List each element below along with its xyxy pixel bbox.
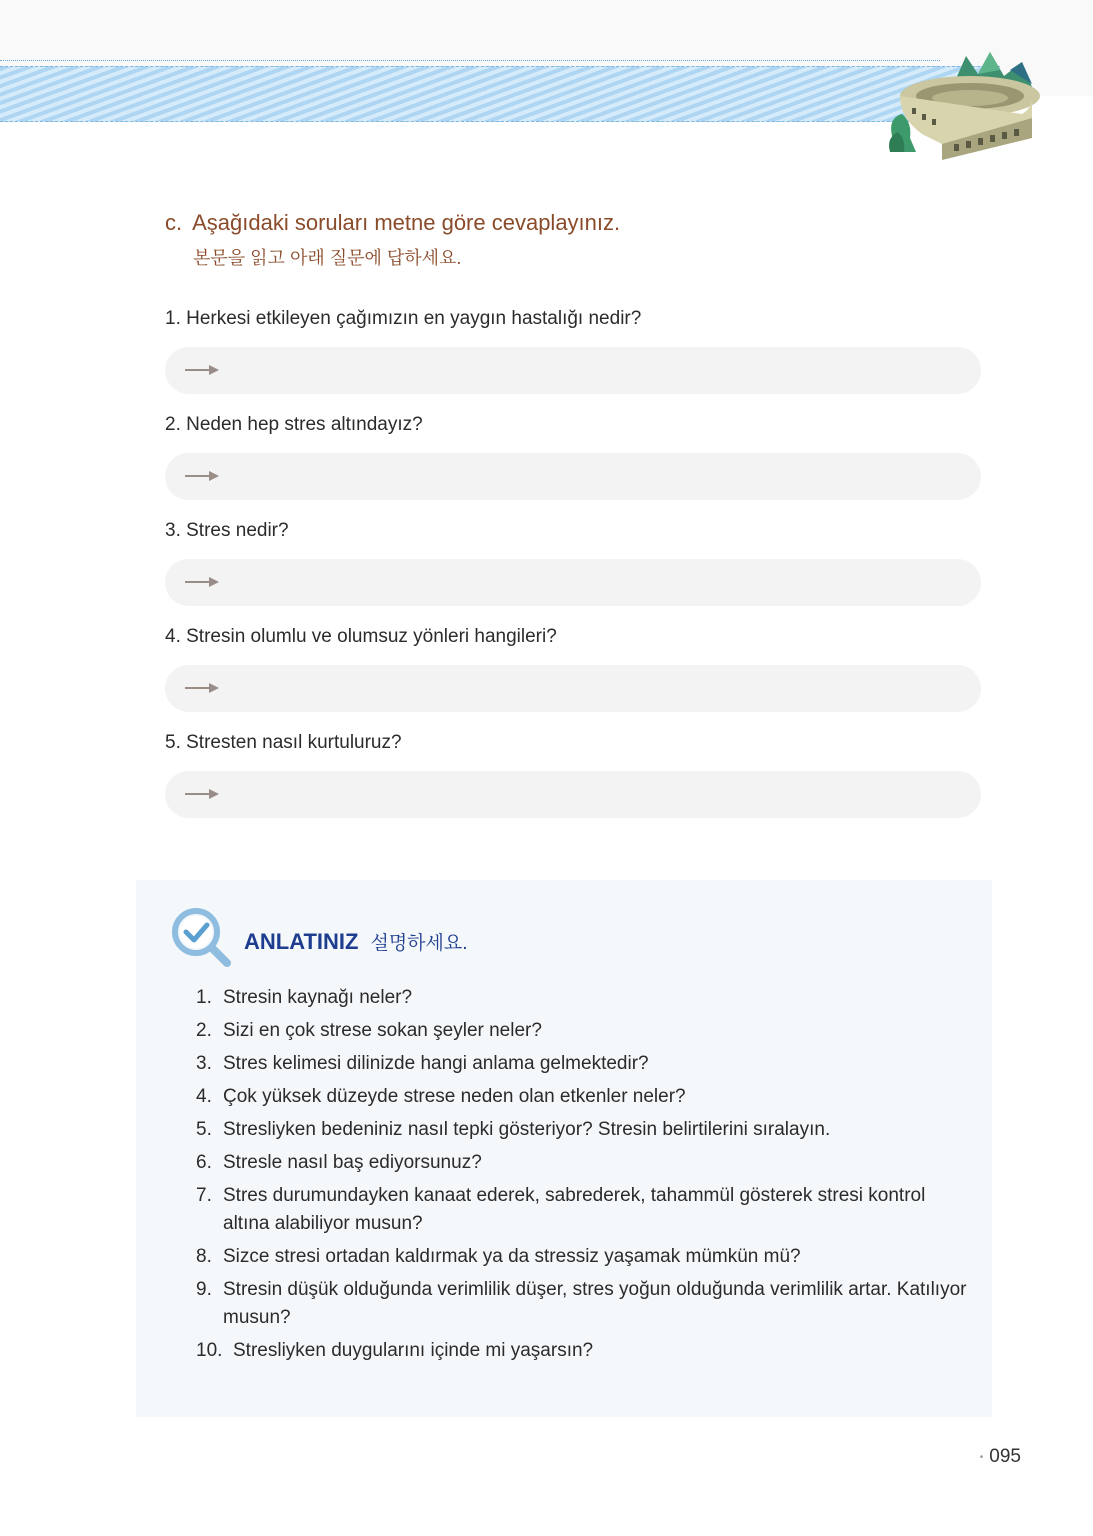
arrow-icon: [185, 363, 221, 377]
question-text: 2. Neden hep stres altındayız?: [165, 414, 423, 435]
section-title: Aşağıdaki soruları metne göre cevaplayınız.: [192, 210, 621, 235]
list-number: 9.: [196, 1279, 212, 1300]
section-subtitle: 본문을 읽고 아래 질문에 답하세요.: [193, 248, 462, 268]
page-number-text: 095: [989, 1446, 1021, 1467]
list-number: 1.: [196, 987, 212, 1008]
dotted-divider: [0, 60, 940, 61]
arrow-icon: [185, 681, 221, 695]
list-number: 4.: [196, 1086, 212, 1107]
list-number: 5.: [196, 1119, 212, 1140]
answer-field[interactable]: [165, 453, 981, 500]
arrow-icon: [185, 469, 221, 483]
list-number: 2.: [196, 1020, 212, 1041]
panel-question-list: [196, 984, 976, 1370]
list-number: 3.: [196, 1053, 212, 1074]
panel-title-main: ANLATINIZ: [244, 929, 359, 954]
list-number: 7.: [196, 1185, 212, 1206]
list-text: Stresin kaynağı neler?: [223, 987, 413, 1008]
striped-banner: [0, 66, 1000, 122]
list-number: 6.: [196, 1152, 212, 1173]
list-number: 10.: [196, 1340, 223, 1361]
panel-title: [244, 928, 468, 955]
heading-row: [165, 210, 620, 236]
question-text: 5. Stresten nasıl kurtuluruz?: [165, 732, 402, 753]
question-list: [165, 304, 981, 834]
list-item: [196, 1017, 976, 1045]
question-item: [165, 622, 981, 728]
list-item: [196, 1182, 976, 1238]
list-number: 8.: [196, 1246, 212, 1267]
list-text: Sizce stresi ortadan kaldırmak ya da stressiz yaşamak mümkün mü?: [223, 1246, 801, 1267]
list-text: Stres kelimesi dilinizde hangi anlama gelmektedir?: [223, 1053, 649, 1074]
list-text: Stresin düşük olduğunda verimlilik düşer, stres yoğun olduğunda verimlilik artar. Katılıyor musun?: [223, 1279, 967, 1328]
magnifier-check-icon: [169, 905, 233, 969]
list-text: Çok yüksek düzeyde strese neden olan etkenler neler?: [223, 1086, 686, 1107]
question-item: [165, 304, 981, 410]
answer-field[interactable]: [165, 665, 981, 712]
list-item: [196, 1276, 976, 1332]
list-item: [196, 1243, 976, 1271]
page-number: [980, 1446, 1021, 1468]
page-dot: •: [979, 1451, 984, 1463]
list-text: Stresliyken bedeniniz nasıl tepki gösteriyor? Stresin belirtilerini sıralayın.: [223, 1119, 831, 1140]
list-item: [196, 984, 976, 1012]
question-text: 1. Herkesi etkileyen çağımızın en yaygın hastalığı nedir?: [165, 308, 642, 329]
panel-title-sub: 설명하세요.: [370, 933, 468, 954]
question-text: 4. Stresin olumlu ve olumsuz yönleri hangileri?: [165, 626, 557, 647]
answer-field[interactable]: [165, 559, 981, 606]
list-text: Sizi en çok strese sokan şeyler neler?: [223, 1020, 542, 1041]
list-item: [196, 1149, 976, 1177]
page-header-decoration: [0, 0, 1093, 160]
list-text: Stresliyken duygularını içinde mi yaşarsın?: [233, 1340, 594, 1361]
section-letter: c.: [165, 210, 183, 235]
list-item: [196, 1083, 976, 1111]
discussion-panel: [136, 880, 992, 1417]
question-item: [165, 728, 981, 834]
question-text: 3. Stres nedir?: [165, 520, 289, 541]
arrow-icon: [185, 575, 221, 589]
list-item: [196, 1050, 976, 1078]
list-item: [196, 1116, 976, 1144]
list-text: Stres durumundayken kanaat ederek, sabrederek, tahammül gösterek stresi kontrol altına alabiliyor musun?: [223, 1185, 926, 1234]
section-heading: [165, 210, 620, 270]
answer-field[interactable]: [165, 347, 981, 394]
question-item: [165, 516, 981, 622]
question-item: [165, 410, 981, 516]
list-item: [196, 1337, 976, 1365]
answer-field[interactable]: [165, 771, 981, 818]
arrow-icon: [185, 787, 221, 801]
colosseum-illustration: [882, 48, 1042, 166]
list-text: Stresle nasıl baş ediyorsunuz?: [223, 1152, 482, 1173]
